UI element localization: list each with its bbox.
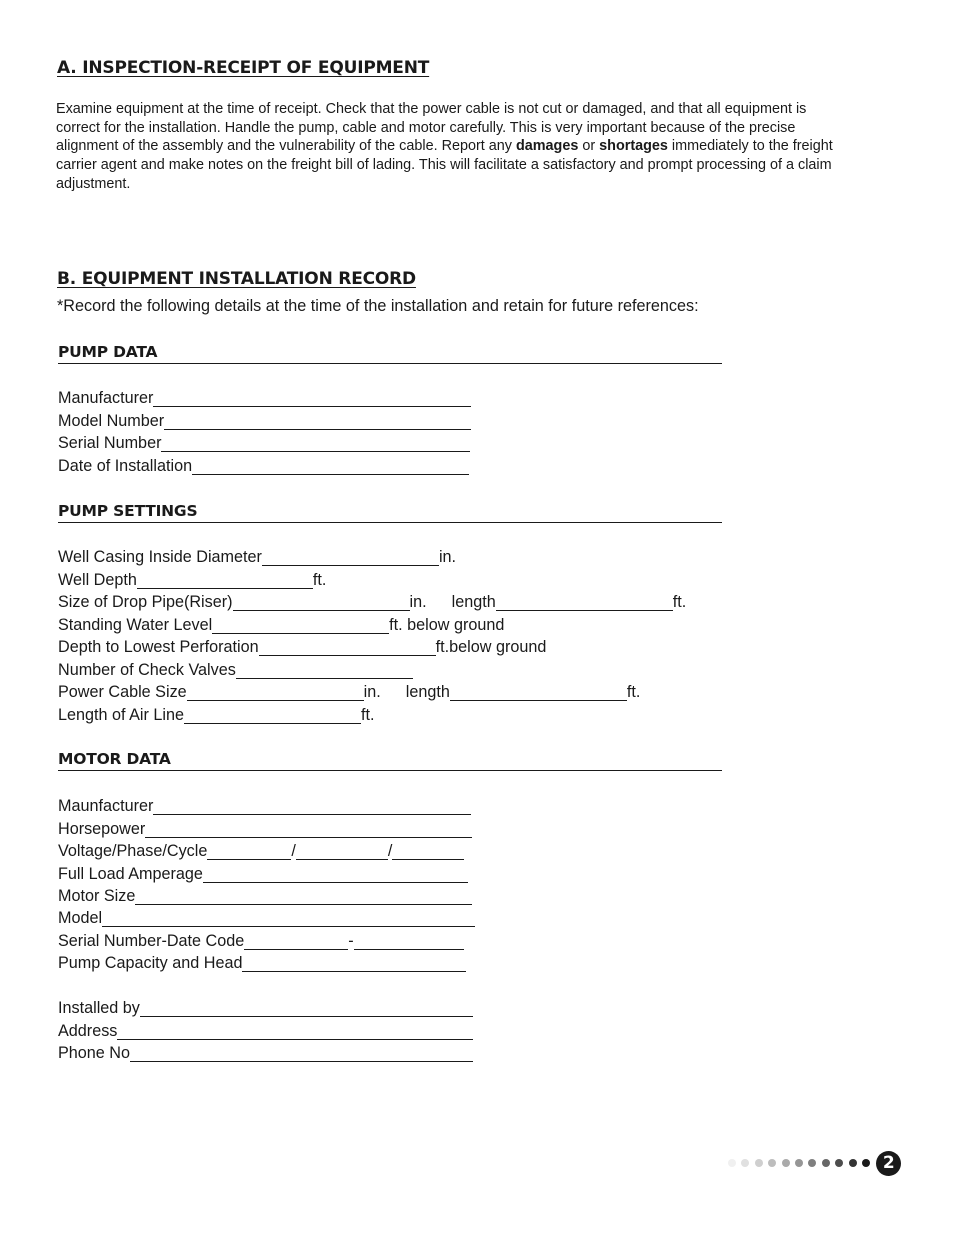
well-depth-field[interactable]: Well Depth ft. (58, 571, 327, 589)
page-dot (849, 1159, 857, 1167)
motor-data-header: MOTOR DATA (58, 750, 722, 771)
fill-line[interactable] (145, 820, 472, 838)
page-dot (862, 1159, 870, 1167)
date-of-installation-field[interactable] (58, 455, 469, 475)
power-cable-field[interactable]: Power Cable Size in. length ft. (58, 683, 641, 701)
fill-line[interactable] (135, 887, 472, 905)
fill-line[interactable] (392, 842, 464, 860)
fill-line[interactable] (130, 1044, 473, 1062)
fill-line[interactable] (153, 389, 471, 407)
serial-date-code-field[interactable]: Serial Number-Date Code - (58, 930, 464, 950)
fill-line[interactable] (184, 706, 361, 724)
lowest-perforation-field[interactable]: Depth to Lowest Perforation ft.below ground (58, 638, 547, 656)
address-field[interactable]: Address (58, 1020, 473, 1040)
fill-line[interactable] (153, 797, 471, 815)
page-dot (768, 1159, 776, 1167)
page-dot (728, 1159, 736, 1167)
page-dot (741, 1159, 749, 1167)
page-dot (808, 1159, 816, 1167)
fill-line[interactable] (161, 434, 470, 452)
installed-by-field[interactable]: Installed by (58, 997, 473, 1017)
pump-data-header: PUMP DATA (58, 343, 722, 364)
fill-line[interactable] (117, 1022, 473, 1040)
field-label: Date of Installation (58, 457, 193, 475)
fill-line[interactable] (242, 954, 466, 972)
fill-line[interactable] (164, 412, 471, 430)
fill-line[interactable] (496, 593, 673, 611)
well-casing-field[interactable]: Well Casing Inside Diameter in. (58, 548, 457, 566)
shortages-bold: shortages (599, 138, 668, 155)
fill-line[interactable] (450, 683, 627, 701)
fill-line[interactable] (354, 932, 464, 950)
fill-line[interactable] (259, 638, 436, 656)
drop-pipe-field[interactable]: Size of Drop Pipe(Riser) in. length ft. (58, 593, 687, 611)
fill-line[interactable] (102, 909, 475, 927)
phone-field[interactable]: Phone No (58, 1042, 473, 1062)
model-number-field[interactable] (58, 410, 471, 430)
fill-line[interactable] (207, 842, 291, 860)
fill-line[interactable] (192, 457, 469, 475)
section-b-title: B. EQUIPMENT INSTALLATION RECORD (57, 269, 416, 289)
page-indicator (728, 1150, 901, 1176)
page-dot (835, 1159, 843, 1167)
page-dot (782, 1159, 790, 1167)
page-dot (822, 1159, 830, 1167)
air-line-field[interactable]: Length of Air Line ft. (58, 706, 375, 724)
section-a-title: A. INSPECTION-RECEIPT OF EQUIPMENT (57, 58, 430, 78)
model-field[interactable]: Model (58, 907, 475, 927)
standing-water-level-field[interactable]: Standing Water Level ft. below ground (58, 616, 505, 634)
fill-line[interactable] (296, 842, 388, 860)
field-label: Model Number (58, 412, 165, 430)
fill-line[interactable] (140, 999, 473, 1017)
fill-line[interactable] (187, 683, 364, 701)
damages-bold: damages (515, 138, 579, 155)
page-dots (728, 1154, 875, 1172)
field-label: Serial Number (58, 434, 162, 452)
field-label: Manufacturer (58, 389, 154, 407)
fill-line[interactable] (244, 932, 348, 950)
inspection-paragraph: Examine equipment at the time of receipt. Check that the power cable is not cut or damaged, and that all equipment is correct for the installation. Handle the pump, cable and motor carefully. This is very important because of the precise alignment of the assembly and the vulnerability of the cable. Report any damages or shortages immediately to the freight carrier agent and make notes on the freight bill of lading. This will facilitate a satisfactory and prompt processing of a claim adjustment. (56, 101, 833, 192)
motor-manufacturer-field[interactable]: Maunfacturer (58, 795, 471, 815)
page-dot (795, 1159, 803, 1167)
page-dot (755, 1159, 763, 1167)
serial-number-field[interactable] (58, 432, 470, 452)
full-load-amperage-field[interactable]: Full Load Amperage (58, 863, 468, 883)
fill-line[interactable] (212, 616, 389, 634)
motor-size-field[interactable]: Motor Size (58, 885, 472, 905)
horsepower-field[interactable]: Horsepower (58, 818, 472, 838)
voltage-phase-cycle-field[interactable]: Voltage/Phase/Cycle / / (58, 840, 464, 860)
fill-line[interactable] (203, 865, 468, 883)
record-note: *Record the following details at the time of the installation and retain for future references: (57, 297, 699, 315)
fill-line[interactable] (262, 548, 439, 566)
manufacturer-field[interactable] (58, 387, 471, 407)
pump-capacity-field[interactable]: Pump Capacity and Head (58, 952, 466, 972)
pump-settings-header: PUMP SETTINGS (58, 502, 722, 523)
fill-line[interactable] (236, 661, 413, 679)
fill-line[interactable] (233, 593, 410, 611)
page-number-badge: 2 (876, 1151, 901, 1176)
fill-line[interactable] (137, 571, 313, 589)
check-valves-field[interactable]: Number of Check Valves (58, 659, 413, 679)
